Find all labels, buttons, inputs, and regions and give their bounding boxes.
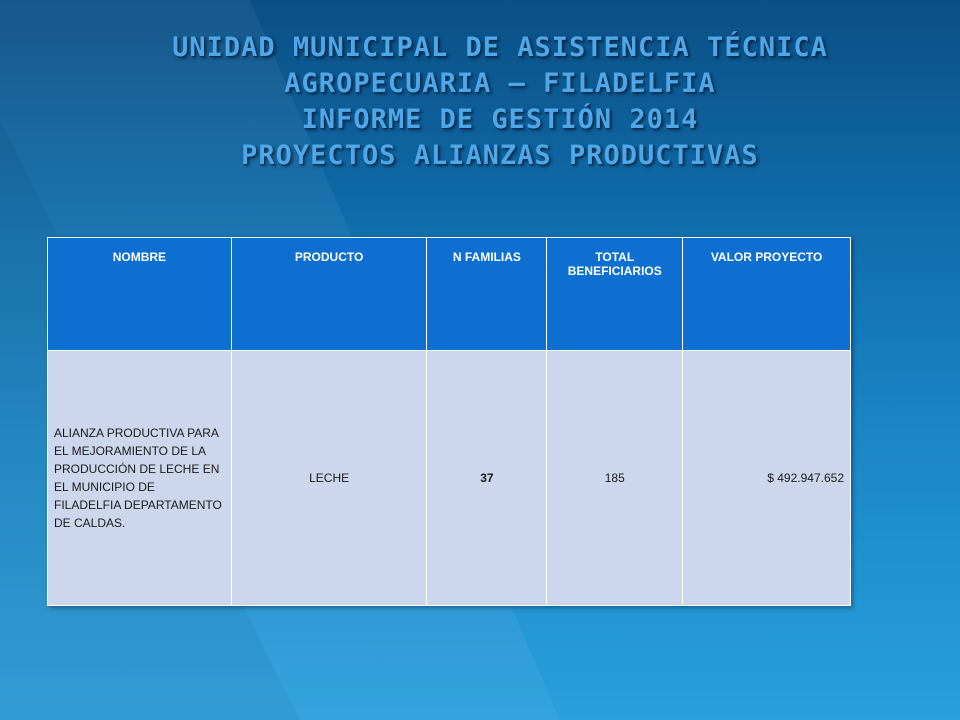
slide-title [60,30,940,174]
title-line-4: PROYECTOS ALIANZAS PRODUCTIVAS [241,140,759,171]
cell-nombre: ALIANZA PRODUCTIVA PARA EL MEJORAMIENTO DE LA PRODUCCIÓN DE LECHE EN EL MUNICIPIO DE FILADELFIA DEPARTAMENTO DE CALDAS. [48,351,232,606]
projects-table [47,237,851,606]
header-n-familias: N FAMILIAS [427,238,547,351]
cell-total-beneficiarios: 185 [547,351,683,606]
title-line-2: AGROPECUARIA – FILADELFIA [284,68,716,99]
cell-n-familias: 37 [427,351,547,606]
table-row [48,351,851,606]
title-line-3: INFORME DE GESTIÓN 2014 [301,104,699,135]
header-valor-proyecto: VALOR PROYECTO [683,238,851,351]
title-line-1: UNIDAD MUNICIPAL DE ASISTENCIA TÉCNICA [172,32,828,63]
header-producto: PRODUCTO [231,238,427,351]
cell-valor-proyecto: $ 492.947.652 [683,351,851,606]
table-header-row [48,238,851,351]
header-total-beneficiarios: TOTAL BENEFICIARIOS [547,238,683,351]
cell-producto: LECHE [231,351,427,606]
header-nombre: NOMBRE [48,238,232,351]
